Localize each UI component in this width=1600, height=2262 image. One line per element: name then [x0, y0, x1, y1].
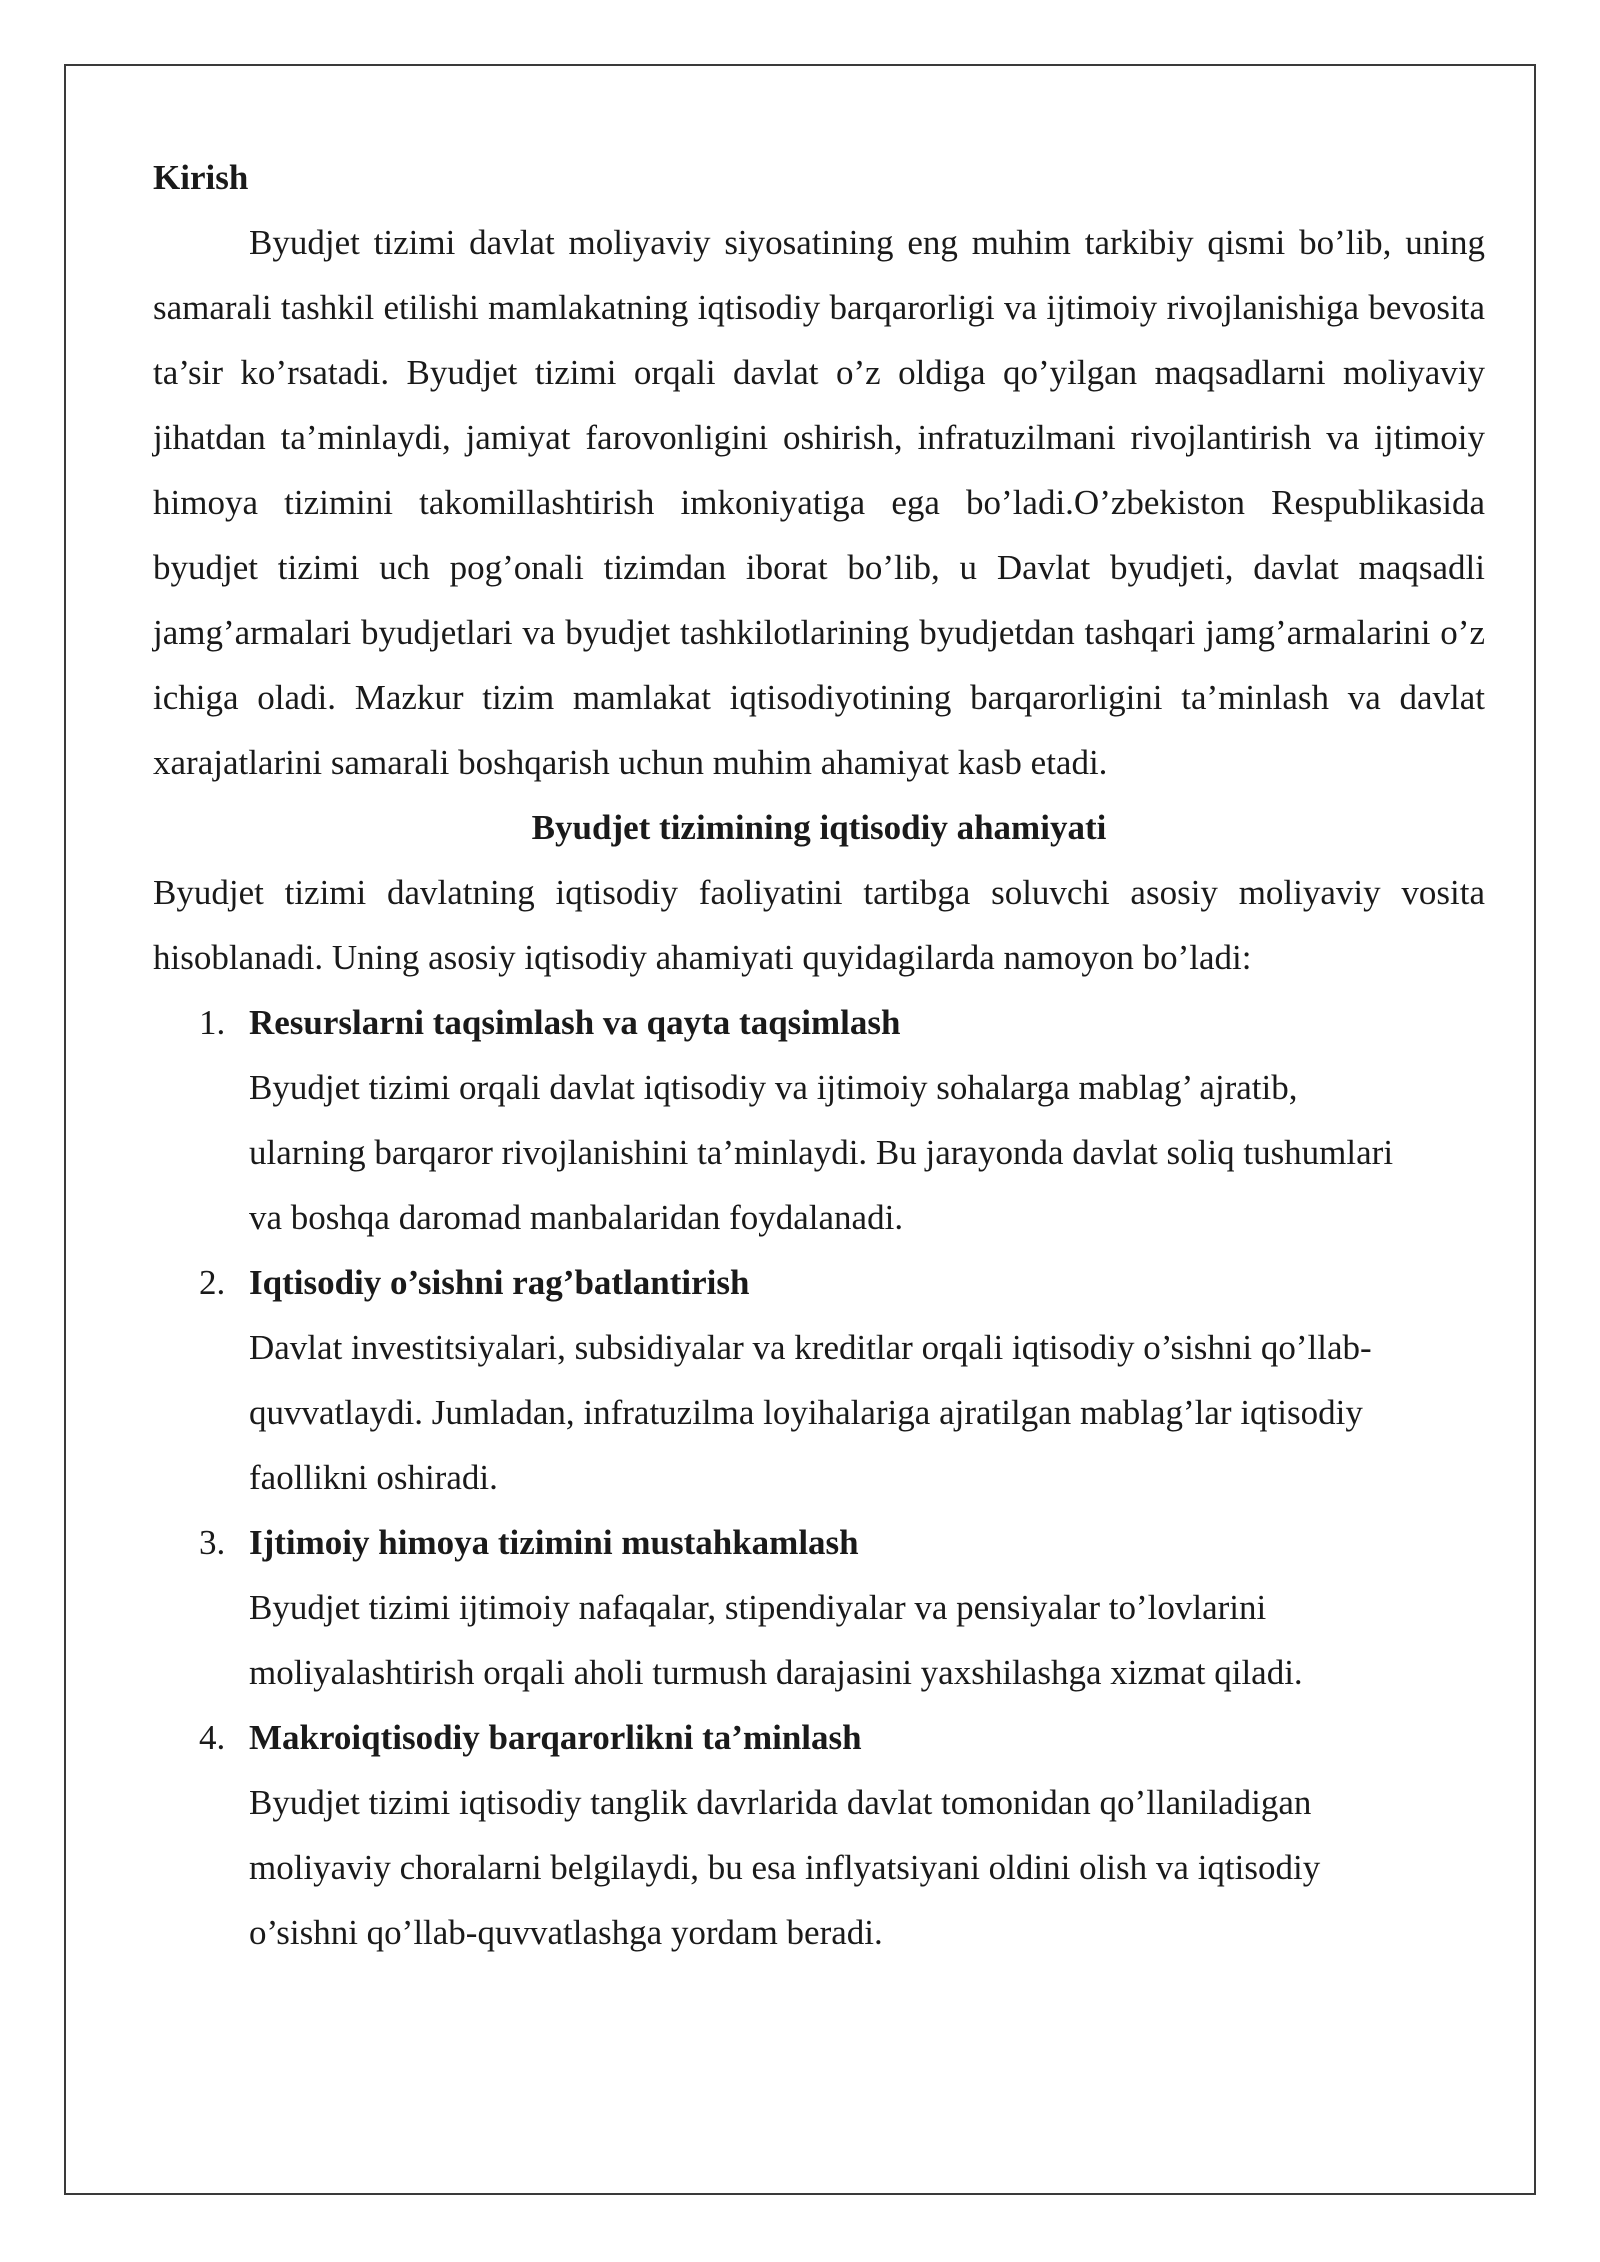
list-item-text: [249, 1055, 1485, 1250]
text-line: ularning barqaror rivojlanishini ta’minlaydi. Bu jarayonda davlat soliq tushumlari: [249, 1133, 1394, 1172]
text-line: va boshqa daromad manbalaridan foydalanadi.: [249, 1198, 904, 1237]
list-item-title: Iqtisodiy o’sishni rag’batlantirish: [249, 1263, 750, 1302]
list-item-title: Makroiqtisodiy barqarorlikni ta’minlash: [249, 1718, 862, 1757]
list-item: [153, 1705, 1485, 1965]
intro-paragraph: Byudjet tizimi davlat moliyaviy siyosatining eng muhim tarkibiy qismi bo’lib, uning samarali tashkil etilishi mamlakatning iqtisodiy barqarorligi va ijtimoiy rivojlanishiga bevosita ta’sir ko’rsatadi. Byudjet tizimi orqali davlat o’z oldiga qo’yilgan maqsadlarni moliyaviy jihatdan ta’minlaydi, jamiyat farovonligini oshirish, infratuzilmani rivojlantirish va ijtimoiy himoya tizimini takomillashtirish imkoniyatiga ega bo’ladi.O’zbekiston Respublikasida byudjet tizimi uch pog’onali tizimdan iborat bo’lib, u Davlat byudjeti, davlat maqsadli jamg’armalari byudjetlari va byudjet tashkilotlarining byudjetdan tashqari jamg’armalarini o’z ichiga oladi. Mazkur tizim mamlakat iqtisodiyotining barqarorligini ta’minlash va davlat xarajatlarini samarali boshqarish uchun muhim ahamiyat kasb etadi.: [153, 223, 1485, 782]
text-line: Byudjet tizimi orqali davlat iqtisodiy va ijtimoiy sohalarga mablag’ ajratib,: [249, 1068, 1298, 1107]
list-item-text: [249, 1770, 1485, 1965]
list-item: [153, 1510, 1485, 1705]
text-line: moliyalashtirish orqali aholi turmush darajasini yaxshilashga xizmat qiladi.: [249, 1653, 1303, 1692]
numbered-list: [153, 990, 1485, 1965]
list-item-number: 3.: [199, 1523, 226, 1562]
document-heading: Kirish: [153, 158, 249, 197]
text-line: moliyaviy choralarni belgilaydi, bu esa inflyatsiyani oldini olish va iqtisodiy: [249, 1848, 1321, 1887]
list-item-title: Resurslarni taqsimlash va qayta taqsimlash: [249, 1003, 901, 1042]
section-intro: Byudjet tizimi davlatning iqtisodiy faoliyatini tartibga soluvchi asosiy moliyaviy vosita hisoblanadi. Uning asosiy iqtisodiy ahamiyati quyidagilarda namoyon bo’ladi:: [153, 873, 1485, 977]
text-line: Byudjet tizimi iqtisodiy tanglik davrlarida davlat tomonidan qo’llaniladigan: [249, 1783, 1312, 1822]
list-item-text: [249, 1575, 1485, 1705]
text-line: Davlat investitsiyalari, subsidiyalar va kreditlar orqali iqtisodiy o’sishni qo’llab-: [249, 1328, 1372, 1367]
list-item-number: 1.: [199, 1003, 226, 1042]
list-item: [153, 990, 1485, 1250]
list-item-title: Ijtimoiy himoya tizimini mustahkamlash: [249, 1523, 859, 1562]
section-title: Byudjet tizimining iqtisodiy ahamiyati: [531, 808, 1107, 847]
text-line: faollikni oshiradi.: [249, 1458, 498, 1497]
list-item-text: [249, 1315, 1485, 1510]
document-body: [153, 145, 1485, 1965]
list-item-number: 4.: [199, 1718, 226, 1757]
text-line: Byudjet tizimi ijtimoiy nafaqalar, stipendiyalar va pensiyalar to’lovlarini: [249, 1588, 1267, 1627]
text-line: o’sishni qo’llab-quvvatlashga yordam beradi.: [249, 1913, 883, 1952]
list-item-number: 2.: [199, 1263, 226, 1302]
list-item: [153, 1250, 1485, 1510]
text-line: quvvatlaydi. Jumladan, infratuzilma loyihalariga ajratilgan mablag’lar iqtisodiy: [249, 1393, 1363, 1432]
